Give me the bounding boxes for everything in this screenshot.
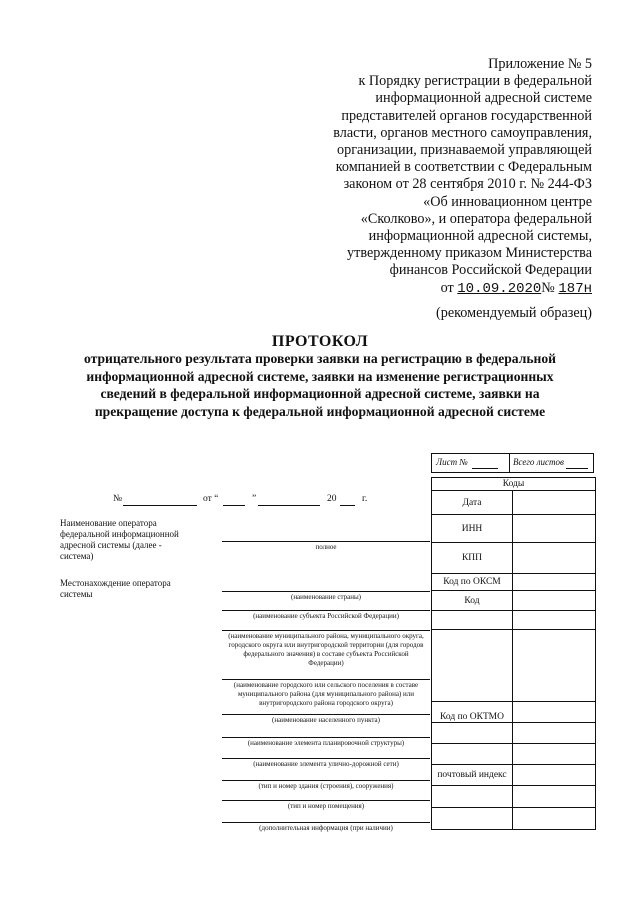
year-prefix: 20 (327, 494, 337, 504)
code-value-cell[interactable] (513, 630, 596, 702)
operator-name-caption: полное (315, 543, 337, 551)
order-reference (292, 280, 592, 298)
caption-premises: (тип и номер помещения) (287, 802, 365, 810)
code-label: ИНН (432, 515, 513, 543)
date-from-label: от “ (203, 494, 219, 504)
caption-street: (наименование элемента улично-дорожной сети) (253, 760, 399, 768)
appendix-line: компанией в соответствии с Федеральным (335, 159, 592, 176)
subtitle-line: сведений в федеральной информационной адресной системе, заявки на (100, 386, 540, 402)
subject-field[interactable] (222, 610, 430, 611)
subtitle-line: отрицательного результата проверки заявки на регистрацию в федеральной (83, 351, 556, 366)
additional-info-field[interactable] (222, 822, 430, 823)
caption-subject: (наименование субъекта Российской Федерации) (253, 612, 399, 620)
code-value-cell[interactable] (513, 611, 596, 630)
sheet-label: Лист № (436, 457, 468, 467)
sheet-number-field[interactable] (472, 468, 498, 469)
code-value-cell[interactable] (513, 702, 596, 723)
code-label: Дата (432, 491, 513, 515)
appendix-line: организации, признаваемой управляющей (337, 142, 592, 159)
sheet-box-divider (509, 454, 510, 472)
codes-header: Коды (432, 478, 596, 491)
municipal-district-field[interactable] (222, 630, 430, 631)
code-label: Код по ОКТМО (432, 702, 513, 723)
date-quote-close: ” (252, 494, 257, 504)
subtitle-line: прекращение доступа к федеральной информационной адресной системе (94, 403, 546, 419)
date-month-field[interactable] (258, 505, 320, 506)
order-prefix: от (440, 279, 454, 296)
street-field[interactable] (222, 758, 430, 759)
appendix-line: Приложение № 5 (488, 56, 592, 72)
operator-name-field[interactable] (222, 541, 430, 542)
code-label: Код (432, 591, 513, 611)
code-value-cell[interactable] (513, 723, 596, 744)
code-blank-cell (432, 786, 513, 808)
country-field[interactable] (222, 591, 430, 592)
document-title: ПРОТОКОЛ (271, 333, 369, 350)
year-field[interactable] (340, 505, 355, 506)
appendix-line: «Сколково», и оператора федеральной (360, 210, 592, 227)
order-no-sign: № (541, 279, 555, 296)
settlement-field[interactable] (222, 679, 430, 680)
appendix-line: утвержденному приказом Министерства (347, 245, 592, 262)
protocol-no-label: № (113, 494, 123, 504)
code-value-cell[interactable] (513, 591, 596, 611)
year-suffix: г. (362, 494, 368, 504)
operator-name-label: Наименование оператора федеральной информационной адресной системы (далее - система) (60, 518, 179, 561)
locality-field[interactable] (222, 714, 430, 715)
appendix-line: к Порядку регистрации в федеральной (358, 73, 592, 90)
code-blank-cell (432, 723, 513, 744)
code-value-cell[interactable] (513, 765, 596, 786)
order-number: 187н (558, 280, 592, 297)
code-blank-cell (432, 630, 513, 702)
caption-settlement: (наименование городского или сельского поселения в составе муниципального района (для муниципального района) или внутригородского района городского округа) (233, 681, 419, 707)
sheet-box (431, 453, 594, 473)
appendix-block (292, 56, 592, 298)
caption-country: (наименование страны) (290, 593, 362, 601)
planning-structure-field[interactable] (222, 737, 430, 738)
total-sheets-field[interactable] (566, 468, 588, 469)
caption-building: (тип и номер здания (строения), сооружения) (258, 782, 394, 790)
code-blank-cell (432, 744, 513, 765)
appendix-line: власти, органов местного самоуправления, (333, 124, 592, 141)
code-value-cell[interactable] (513, 786, 596, 808)
location-label: Местонахождение оператора системы (60, 578, 171, 599)
code-label: почтовый индекс (432, 765, 513, 786)
caption-municipal-district: (наименование муниципального района, муниципального округа, городского округа или внутригородской территории (для городов федерального значения) в составе субъекта Российской Федерации) (228, 632, 424, 667)
order-date: 10.09.2020 (457, 280, 542, 297)
code-blank-cell (432, 808, 513, 830)
code-value-cell[interactable] (513, 515, 596, 543)
caption-additional-info: (дополнительная информация (при наличии) (259, 824, 393, 832)
total-sheets-label: Всего листов (513, 457, 564, 467)
code-label: КПП (432, 543, 513, 574)
recommended-sample-note: (рекомендуемый образец) (436, 305, 592, 321)
appendix-line: финансов Российской Федерации (389, 262, 592, 279)
building-field[interactable] (222, 780, 430, 781)
caption-locality: (наименование населенного пункта) (272, 716, 380, 724)
code-value-cell[interactable] (513, 543, 596, 574)
code-value-cell[interactable] (513, 808, 596, 830)
caption-planning-structure: (наименование элемента планировочной структуры) (247, 739, 405, 747)
code-value-cell[interactable] (513, 491, 596, 515)
appendix-line: информационной адресной системы, (368, 228, 592, 245)
appendix-line: информационной адресной системе (375, 90, 592, 107)
subtitle-line: информационной адресной системе, заявки на изменение регистрационных (86, 368, 554, 384)
code-blank-cell (432, 611, 513, 630)
code-label: Код по ОКСМ (432, 574, 513, 591)
code-value-cell[interactable] (513, 574, 596, 591)
appendix-line: законом от 28 сентября 2010 г. № 244-ФЗ (343, 176, 592, 193)
premises-field[interactable] (222, 800, 430, 801)
date-day-field[interactable] (223, 505, 245, 506)
code-value-cell[interactable] (513, 744, 596, 765)
appendix-line: представителей органов государственной (341, 107, 592, 124)
document-subtitle (56, 350, 584, 420)
protocol-number-field[interactable] (123, 505, 197, 506)
appendix-line: «Об инновационном центре (423, 193, 592, 210)
codes-table (431, 477, 596, 827)
